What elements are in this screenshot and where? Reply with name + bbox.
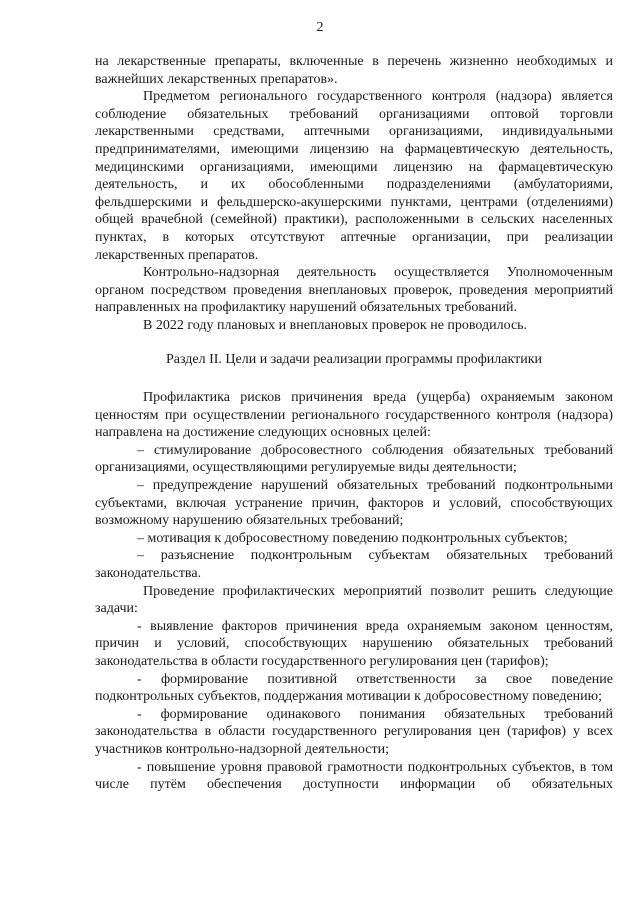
goal-item: – мотивация к добросовестному поведению подконтрольных субъектов; xyxy=(137,530,568,546)
goal-item: – стимулирование добросовестного соблюдения обязательных требований организациями, осуществляющими регулируемые виды деятельности; xyxy=(95,442,613,476)
goals-intro: Профилактика рисков причинения вреда (ущерба) охраняемым законом ценностям при осуществлении регионального государственного контроля (надзора) направлена на достижение следующих основных целей: xyxy=(95,390,613,441)
task-item: - формирование одинакового понимания обязательных требований законодательства в области государственного регулирования цен (тарифов) у всех участников контрольно-надзорной деятельности; xyxy=(95,706,613,757)
goal-item: – разъяснение подконтрольным субъектам обязательных требований законодательства. xyxy=(95,548,613,582)
paragraph-control-subject: Предметом регионального государственного контроля (надзора) является соблюдение обязательных требований организациями оптовой торговли лекарственными средствами, аптечными организациями, индивидуальными предпринимателями, имеющими лицензию на фармацевтическую деятельность, медицинскими организациями, имеющими лицензию на фармацевтическую деятельность, и их обособленными подразделениями (амбулаториями, фельдшерскими и фельдшерско-акушерскими пунктами, центрами (отделениями) общей врачебной (семейной) практики), расположенными в сельских населенных пунктах, в которых отсутствуют аптечные организации, при реализации лекарственных препаратов. xyxy=(95,89,613,263)
section-heading: Раздел II. Цели и задачи реализации программы профилактики xyxy=(165,351,543,367)
paragraph-inspections-2022: В 2022 году плановых и внеплановых проверок не проводилось. xyxy=(143,317,528,333)
paragraph-continuation: на лекарственные препараты, включенные в перечень жизненно необходимых и важнейших лекарственных препаратов». xyxy=(95,54,613,87)
task-item: - выявление факторов причинения вреда охраняемым законом ценностям, причин и условий, способствующих нарушению обязательных требований законодательства в области государственного регулирования цен (тарифов); xyxy=(95,618,613,669)
page-body xyxy=(95,53,613,794)
goal-item: – предупреждение нарушений обязательных требований подконтрольными субъектами, включая устранение причин, факторов и условий, способствующих возможному нарушению обязательных требований; xyxy=(95,478,613,529)
tasks-intro: Проведение профилактических мероприятий позволит решить следующие задачи: xyxy=(95,583,613,617)
page-number: 2 xyxy=(316,20,324,35)
paragraph-control-activity: Контрольно-надзорная деятельность осуществляется Уполномоченным органом посредством проведения внеплановых проверок, проведения мероприятий направленных на профилактику нарушений обязательных требований. xyxy=(95,265,613,316)
task-item: - повышение уровня правовой грамотности подконтрольных субъектов, в том числе путём обеспечения доступности информации об обязательных xyxy=(95,759,613,793)
task-item: - формирование позитивной ответственности за свое поведение подконтрольных субъектов, поддержания мотивации к добросовестному поведению; xyxy=(95,671,613,705)
